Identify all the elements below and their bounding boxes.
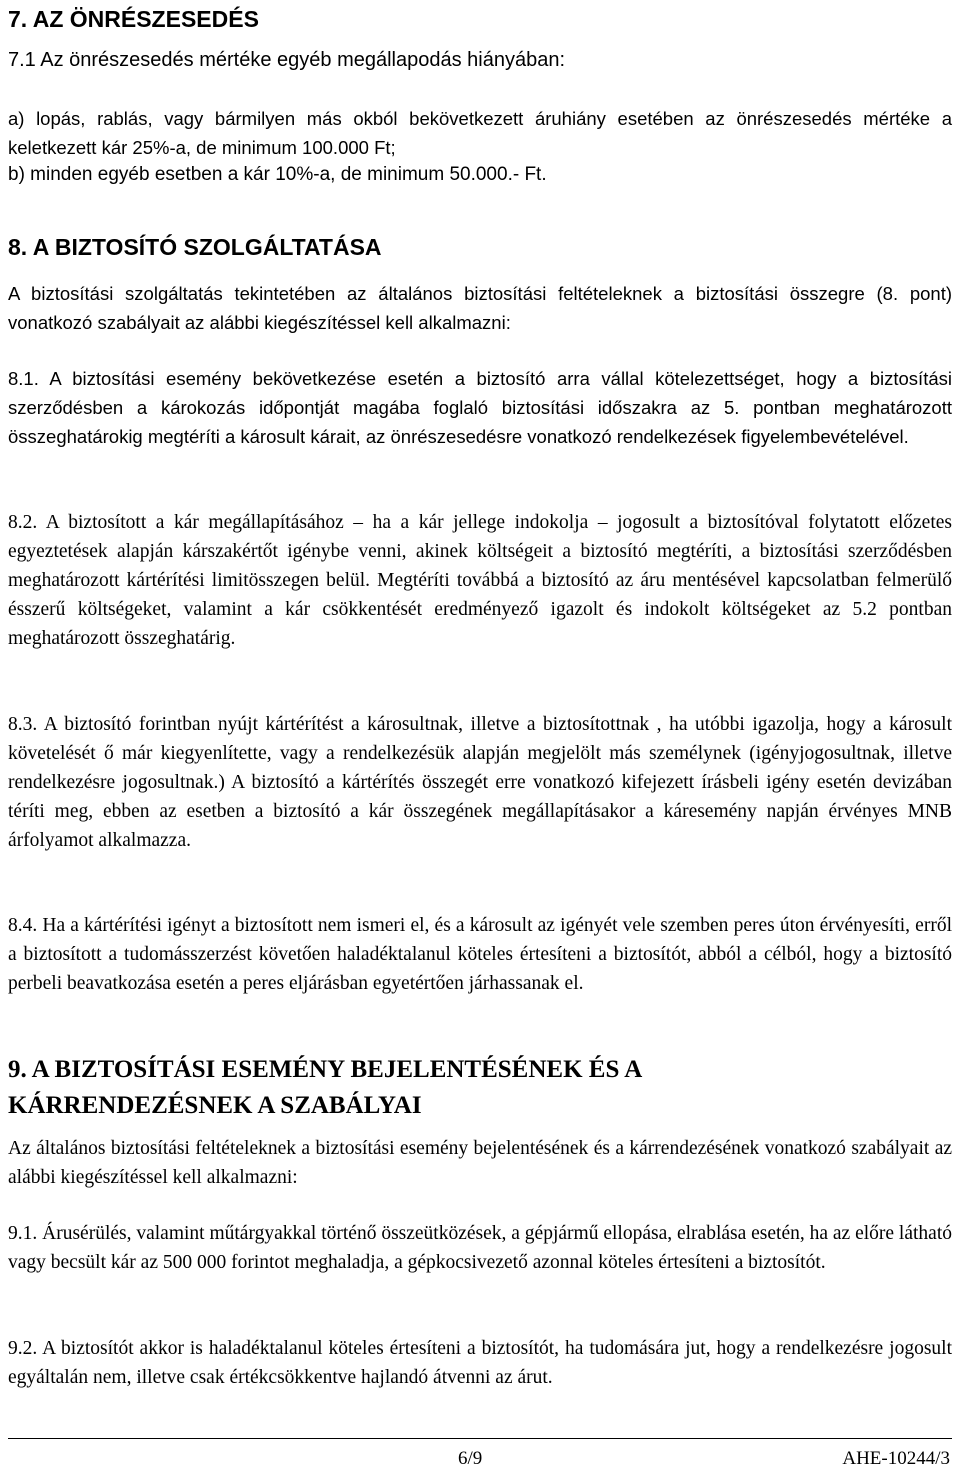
section-9-2: 9.2. A biztosítót akkor is haladéktalanul köteles értesíteni a biztosítót, ha tudomására jut, hogy a rendelkezésre jogosult egyáltalán nem, illetve csak értékcsökkentve hajlandó átvenni az árut. — [8, 1338, 952, 1388]
footer-divider — [8, 1438, 952, 1439]
section-8-4: 8.4. Ha a kártérítési igényt a biztosított nem ismeri el, és a károsult az igényét vele szemben peres úton érvényesíti, erről a biztosított a tudomásszerzést követően haladéktalanul köteles értesíteni a biztosítót, abból a célból, hogy a biztosító perbeli beavatkozása esetén a peres eljárásban egyetértően járhassanak el. — [8, 915, 952, 994]
section-8-3: 8.3. A biztosító forintban nyújt kártérítést a károsultnak, illetve a biztosítottnak , ha utóbbi igazolja, hogy a károsult követelését ő már kiegyenlítette, vagy a rendelkezésük alapján megjelölt más személynek (igényjogosultnak, illetve rendelkezésre jogosultnak.) A biztosító a kártérítés összegét erre vonatkozó kifejezett írásbeli igény esetén devizában téríti meg, ebben az esetben a biztosító a kár összegének megállapításakor a káresemény napján érvényes MNB árfolyamot alkalmazza. — [8, 714, 952, 851]
section-9-1: 9.1. Árusérülés, valamint műtárgyakkal történő összeütközések, a gépjármű ellopása, elrablása esetén, ha az előre látható vagy becsült kár az 500 000 forintot meghaladja, a gépkocsivezető azonnal köteles értesíteni a biztosítót. — [8, 1223, 952, 1273]
section-8-1: 8.1. A biztosítási esemény bekövetkezése esetén a biztosító arra vállal kötelezettséget, hogy a biztosítási szerződésben a károkozás időpontját magába foglaló biztosítási időszakra az 5. pontban meghatározott összeghatárokig megtéríti a károsult kárait, az önrészesedésre vonatkozó rendelkezések figyelembevételével. — [8, 368, 952, 447]
section-7-item-a: a) lopás, rablás, vagy bármilyen más okból bekövetkezett áruhiány esetében az önrészesedés mértéke a keletkezett kár 25%-a, de minimum 100.000 Ft; — [8, 108, 952, 158]
section-8-title: 8. A BIZTOSÍTÓ SZOLGÁLTATÁSA — [8, 234, 382, 260]
section-7-1-title: 7.1 Az önrészesedés mértéke egyéb megállapodás hiányában: — [8, 49, 566, 71]
section-8-intro: A biztosítási szolgáltatás tekintetében az általános biztosítási feltételeknek a biztosítási összegre (8. pont) vonatkozó szabályait az alábbi kiegészítéssel kell alkalmazni: — [8, 283, 952, 333]
section-9-title-line-1: 9. A BIZTOSÍTÁSI ESEMÉNY BEJELENTÉSÉNEK ÉS A — [8, 1056, 643, 1083]
section-8-2: 8.2. A biztosított a kár megállapításához – ha a kár jellege indokolja – jogosult a biztosítóval folytatott előzetes egyeztetések alapján kárszakértőt igénybe venni, akinek költségeit a biztosító megtéríti, a biztosítási szerződésben meghatározott kártérítési limitösszegen belül. Megtéríti továbbá a biztosító az áru mentésével kapcsolatban felmerülő ésszerű költségeket, valamint a kár csökkentését eredményező igazolt és indokolt költségeket az 5.2 pontban meghatározott összeghatárig. — [8, 512, 952, 649]
section-9-intro: Az általános biztosítási feltételeknek a biztosítási esemény bejelentésének és a kárrendezésének vonatkozó szabályait az alábbi kiegészítéssel kell alkalmazni: — [8, 1138, 952, 1188]
document-reference: AHE-10244/3 — [842, 1448, 950, 1469]
section-9-title-line-2: KÁRRENDEZÉSNEK A SZABÁLYAI — [8, 1092, 422, 1119]
section-7-title: 7. AZ ÖNRÉSZESEDÉS — [8, 6, 259, 32]
section-7-item-b: b) minden egyéb esetben a kár 10%-a, de minimum 50.000.- Ft. — [8, 164, 547, 185]
page-number: 6/9 — [458, 1448, 483, 1469]
